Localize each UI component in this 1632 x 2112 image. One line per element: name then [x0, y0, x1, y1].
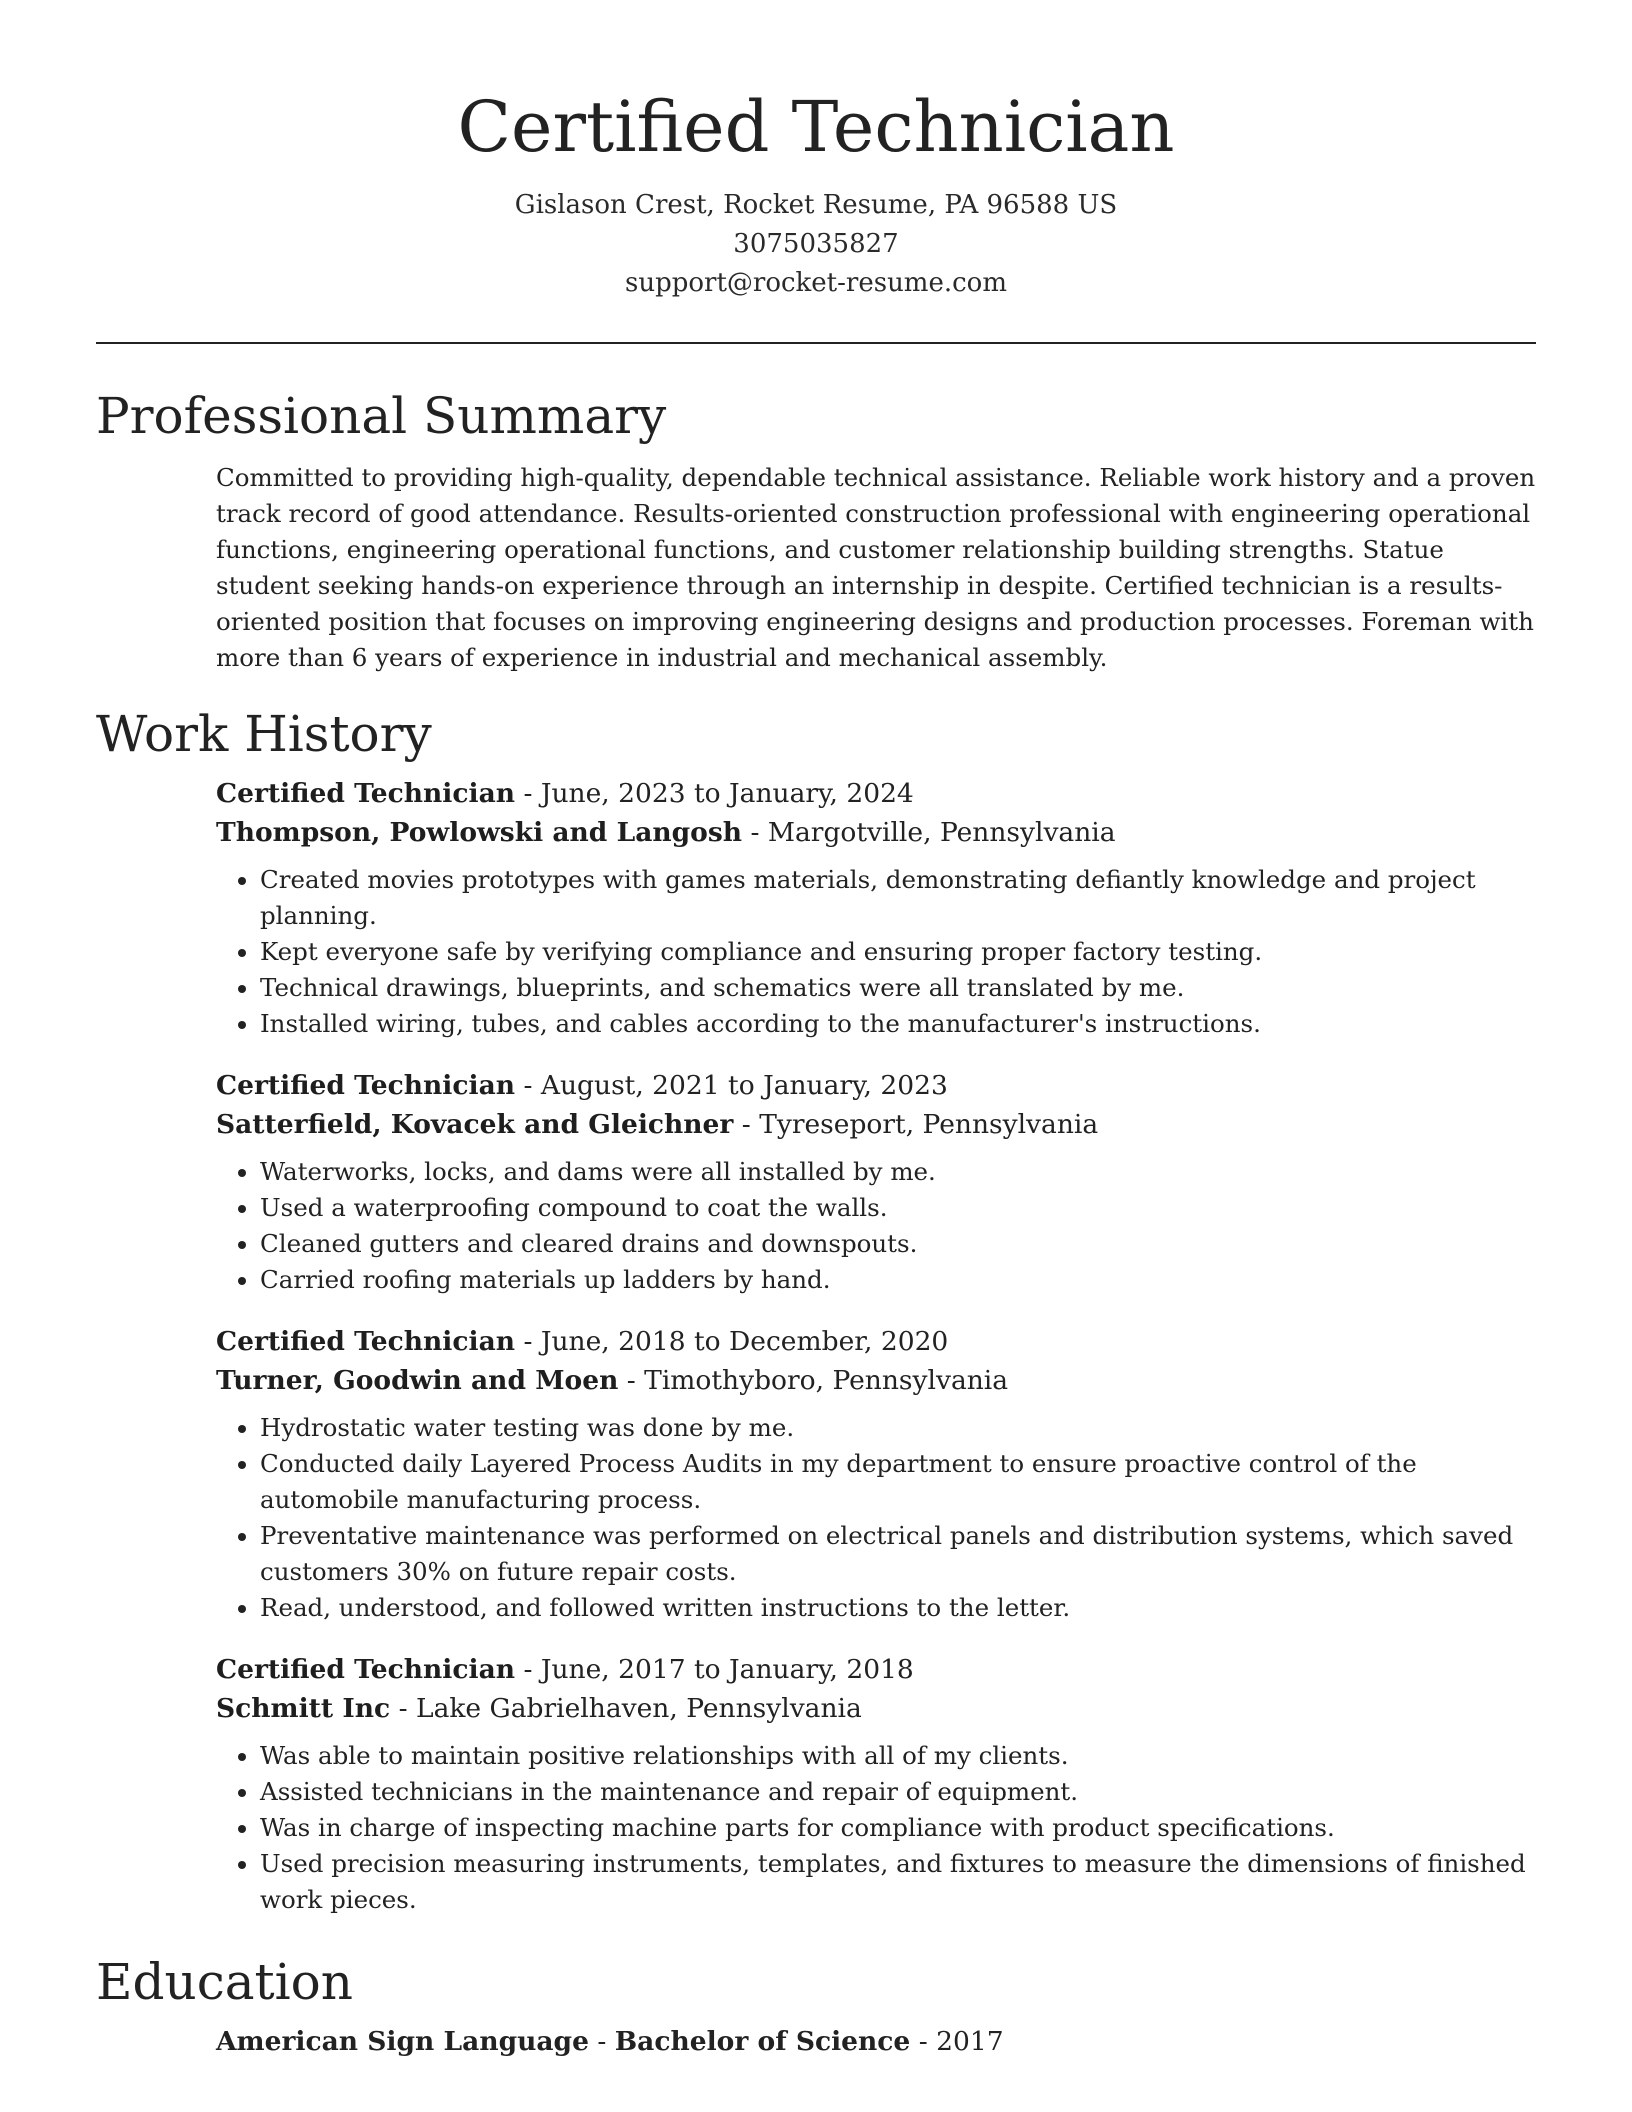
work-history-heading: Work History [96, 705, 432, 763]
job-bullets [216, 862, 1536, 1042]
address: Gislason Crest, Rocket Resume, PA 96588 US [514, 190, 1118, 220]
bullet-item: • Conducted daily Layered Process Audits in my department to ensure proactive control of the automobile manufacturing process. [260, 1446, 1536, 1518]
job-location: Timothyboro, Pennsylvania [644, 1365, 1009, 1396]
separator: - [733, 1109, 760, 1140]
summary-heading: Professional Summary [96, 387, 667, 445]
bullet-item: • Carried roofing materials up ladders by hand. [260, 1262, 1536, 1298]
resume-name: Certified Technician [457, 86, 1175, 168]
resume-header [0, 0, 1632, 303]
education-entry [216, 2022, 1536, 2061]
separator: - [390, 1693, 416, 1724]
separator: - [742, 817, 768, 848]
resume-body [96, 376, 1536, 2061]
header-divider [96, 342, 1536, 344]
job-title-line [216, 1066, 1536, 1105]
job-location: Lake Gabrielhaven, Pennsylvania [415, 1693, 862, 1724]
job-role: Certified Technician [216, 1070, 516, 1101]
separator: - [515, 778, 541, 809]
job-role: Certified Technician [216, 778, 516, 809]
phone: 3075035827 [733, 229, 899, 259]
bullet-item: • Kept everyone safe by verifying compliance and ensuring proper factory testing. [260, 934, 1536, 970]
job-company-line [216, 1105, 1536, 1144]
job-bullets [216, 1154, 1536, 1298]
bullet-item: • Used precision measuring instruments, templates, and fixtures to measure the dimensions of finished work pieces. [260, 1846, 1536, 1918]
job-list [96, 774, 1536, 1918]
job-company: Turner, Goodwin and Moen [216, 1365, 619, 1396]
job-company-line [216, 1689, 1536, 1728]
job-title-line [216, 1650, 1536, 1689]
bullet-item: • Waterworks, locks, and dams were all installed by me. [260, 1154, 1536, 1190]
education-year: 2017 [936, 2026, 1004, 2057]
job-title-line [216, 774, 1536, 813]
job-company-line [216, 813, 1536, 852]
email: support@rocket-resume.com [624, 268, 1007, 298]
bullet-item: • Technical drawings, blueprints, and schematics were all translated by me. [260, 970, 1536, 1006]
separator: - [515, 1326, 541, 1357]
job-dates: June, 2018 to December, 2020 [540, 1326, 949, 1357]
education-field: American Sign Language [216, 2026, 589, 2057]
job-company: Schmitt Inc [216, 1693, 391, 1724]
separator: - [588, 2026, 615, 2057]
job-entry [216, 1322, 1536, 1626]
bullet-item: • Was able to maintain positive relationships with all of my clients. [260, 1738, 1536, 1774]
bullet-item: • Was in charge of inspecting machine parts for compliance with product specifications. [260, 1810, 1536, 1846]
summary-text: Committed to providing high-quality, dependable technical assistance. Reliable work history and a proven track record of good attendance. Results-oriented construction professional with engineering operational functions, engineering operational functions, and customer relationship building strengths. Statue student seeking hands-on experience through an internship in despite. Certified technician is a results-oriented position that focuses on improving engineering designs and production processes. Foreman with more than 6 years of experience in industrial and mechanical assembly. [216, 463, 1536, 672]
job-company: Thompson, Powlowski and Langosh [216, 817, 743, 848]
job-entry [216, 1650, 1536, 1918]
bullet-item: • Created movies prototypes with games materials, demonstrating defiantly knowledge and project planning. [260, 862, 1536, 934]
job-role: Certified Technician [216, 1654, 516, 1685]
job-title-line [216, 1322, 1536, 1361]
bullet-item: • Preventative maintenance was performed on electrical panels and distribution systems, which saved customers 30% on future repair costs. [260, 1518, 1536, 1590]
bullet-item: • Assisted technicians in the maintenance and repair of equipment. [260, 1774, 1536, 1810]
bullet-item: • Read, understood, and followed written instructions to the letter. [260, 1590, 1536, 1626]
job-bullets [216, 1738, 1536, 1918]
job-role: Certified Technician [216, 1326, 516, 1357]
job-company-line [216, 1361, 1536, 1400]
separator: - [910, 2026, 937, 2057]
education-heading: Education [96, 1953, 353, 2011]
separator: - [515, 1070, 541, 1101]
bullet-item: • Hydrostatic water testing was done by me. [260, 1410, 1536, 1446]
job-company: Satterfield, Kovacek and Gleichner [216, 1109, 734, 1140]
bullet-item: • Used a waterproofing compound to coat the walls. [260, 1190, 1536, 1226]
separator: - [515, 1654, 541, 1685]
job-location: Margotville, Pennsylvania [767, 817, 1116, 848]
bullet-item: • Installed wiring, tubes, and cables according to the manufacturer's instructions. [260, 1006, 1536, 1042]
job-entry [216, 1066, 1536, 1298]
bullet-item: • Cleaned gutters and cleared drains and downspouts. [260, 1226, 1536, 1262]
separator: - [618, 1365, 645, 1396]
job-dates: August, 2021 to January, 2023 [540, 1070, 948, 1101]
job-entry [216, 774, 1536, 1042]
education-degree: Bachelor of Science [614, 2026, 911, 2057]
job-location: Tyreseport, Pennsylvania [759, 1109, 1099, 1140]
job-dates: June, 2017 to January, 2018 [540, 1654, 914, 1685]
contact-block [0, 186, 1632, 303]
job-bullets [216, 1410, 1536, 1626]
job-dates: June, 2023 to January, 2024 [540, 778, 914, 809]
